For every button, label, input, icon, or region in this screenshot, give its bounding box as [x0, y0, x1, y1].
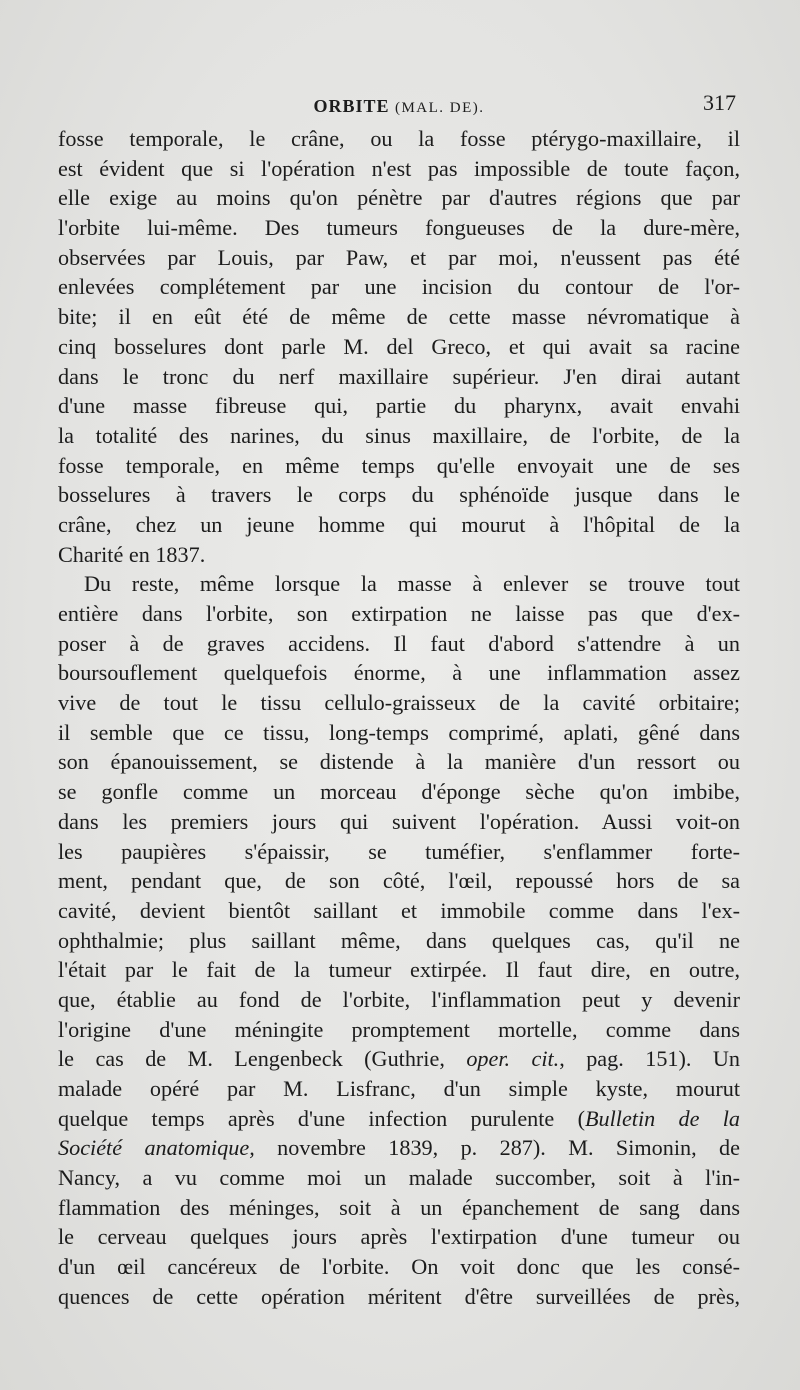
- text-line: poser à de graves accidens. Il faut d'abord s'attendre à un: [58, 630, 740, 656]
- running-head: [58, 96, 740, 117]
- text-line: flammation des méninges, soit à un épanchement de sang dans: [58, 1194, 740, 1220]
- italic-citation: oper. cit.: [466, 1046, 560, 1072]
- text-line: crâne, chez un jeune homme qui mourut à l'hôpital de la: [58, 511, 740, 537]
- text-line: fosse temporale, le crâne, ou la fosse ptérygo-maxillaire, il: [58, 126, 740, 151]
- text-line-with-italic: [58, 1044, 740, 1074]
- text-line: cavité, devient bientôt saillant et immobile comme dans l'ex-: [58, 897, 740, 923]
- text-line: le cerveau quelques jours après l'extirpation d'une tumeur ou: [58, 1224, 740, 1250]
- page-number: 317: [703, 90, 736, 115]
- text-line: l'orbite lui-même. Des tumeurs fongueuses de la dure-mère,: [58, 215, 740, 241]
- text-run: le cas de M. Lengenbeck (Guthrie,: [58, 1046, 467, 1072]
- text-line: la totalité des narines, du sinus maxillaire, de l'orbite, de la: [58, 422, 740, 448]
- text-line: observées par Louis, par Paw, et par moi, n'eussent pas été: [58, 244, 740, 270]
- text-line: que, établie au fond de l'orbite, l'inflammation peut y devenir: [58, 986, 740, 1012]
- text-line: son épanouissement, se distende à la manière d'un ressort ou: [58, 749, 740, 775]
- text-line: dans les premiers jours qui suivent l'opération. Aussi voit-on: [58, 808, 740, 834]
- text-line: ment, pendant que, de son côté, l'œil, repoussé hors de sa: [58, 868, 740, 894]
- paragraph-start-line: Du reste, même lorsque la masse à enlever se trouve tout: [84, 571, 740, 597]
- text-line: entière dans l'orbite, son extirpation ne laisse pas que d'ex-: [58, 601, 740, 626]
- paragraph-end-line: Charité en 1837.: [58, 541, 206, 567]
- text-line: cinq bosselures dont parle M. del Greco, et qui avait sa racine: [58, 333, 740, 359]
- italic-journal-title: Société anatomique,: [58, 1135, 255, 1161]
- page-header: [58, 90, 740, 120]
- page-body: [58, 124, 740, 1312]
- text-line: malade opéré par M. Lisfranc, d'un simple kyste, mourut: [58, 1076, 740, 1101]
- text-line: bite; il en eût été de même de cette masse névromatique à: [58, 304, 740, 330]
- running-head-title: ORBITE: [313, 96, 390, 116]
- text-line-with-italic: [58, 1104, 740, 1134]
- text-line: d'une masse fibreuse qui, partie du pharynx, avait envahi: [58, 393, 740, 419]
- text-line: fosse temporale, en même temps qu'elle envoyait une de ses: [58, 452, 740, 478]
- italic-journal-title: Bulletin de la: [584, 1105, 740, 1131]
- running-head-subtitle: (MAL. DE).: [394, 100, 485, 116]
- text-line: se gonfle comme un morceau d'éponge sèche qu'on imbibe,: [58, 779, 740, 805]
- text-line: vive de tout le tissu cellulo-graisseux de la cavité orbitaire;: [58, 690, 740, 716]
- text-line: bosselures à travers le corps du sphénoïde jusque dans le: [58, 482, 740, 508]
- text-line: l'était par le fait de la tumeur extirpée. Il faut dire, en outre,: [58, 957, 740, 983]
- text-line: d'un œil cancéreux de l'orbite. On voit donc que les consé-: [58, 1254, 740, 1280]
- text-line: Nancy, a vu comme moi un malade succomber, soit à l'in-: [58, 1165, 740, 1191]
- text-line: quences de cette opération méritent d'être surveillées de près,: [58, 1283, 740, 1309]
- text-line: elle exige au moins qu'on pénètre par d'autres régions que par: [58, 185, 740, 211]
- text-line: est évident que si l'opération n'est pas impossible de toute façon,: [58, 155, 740, 181]
- text-line: dans le tronc du nerf maxillaire supérieur. J'en dirai autant: [58, 363, 740, 389]
- text-line-with-italic: [58, 1133, 740, 1163]
- text-line: les paupières s'épaissir, se tuméfier, s'enflammer forte-: [58, 838, 740, 864]
- text-run: quelque temps après d'une infection purulente (: [58, 1105, 585, 1131]
- text-line: boursouflement quelquefois énorme, à une inflammation assez: [58, 660, 740, 686]
- text-line: l'origine d'une méningite promptement mortelle, comme dans: [58, 1016, 740, 1042]
- text-line: il semble que ce tissu, long-temps comprimé, aplati, gêné dans: [58, 719, 740, 745]
- text-line: ophthalmie; plus saillant même, dans quelques cas, qu'il ne: [58, 927, 740, 953]
- text-run: novembre 1839, p. 287). M. Simonin, de: [254, 1135, 740, 1161]
- text-run: , pag. 151). Un: [559, 1046, 741, 1072]
- text-line: enlevées complétement par une incision du contour de l'or-: [58, 274, 740, 300]
